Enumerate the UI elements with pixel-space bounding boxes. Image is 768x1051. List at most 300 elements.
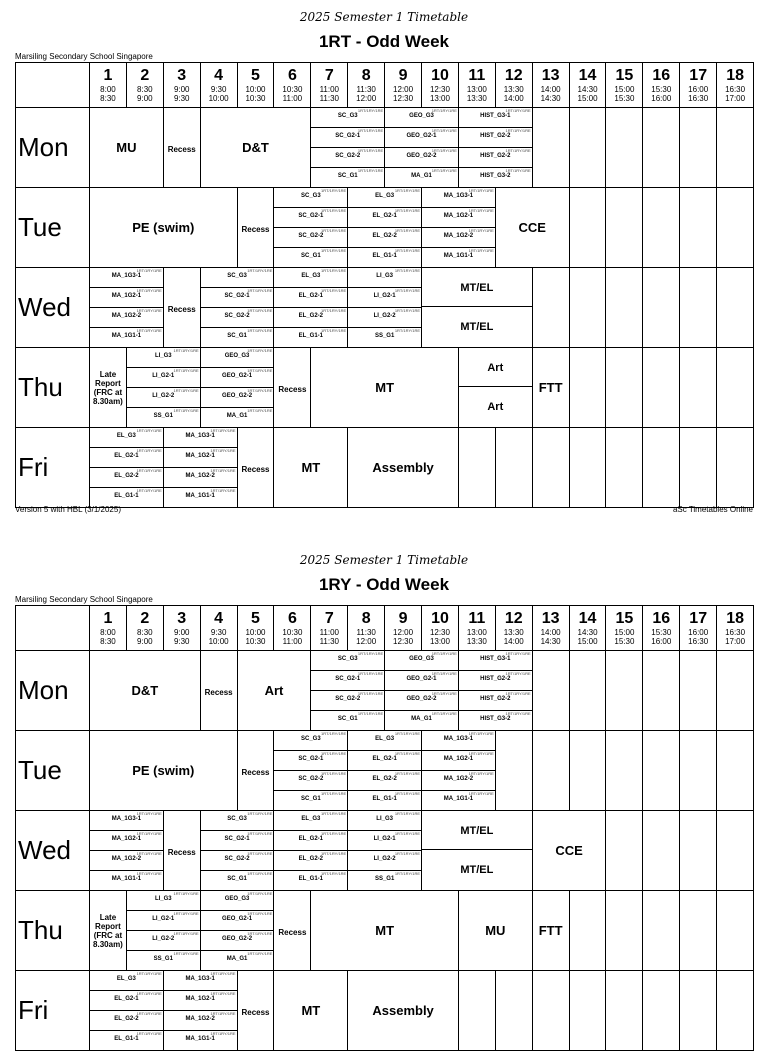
subject-code: MA_1G2-2: [185, 473, 215, 479]
lesson-block[interactable]: [90, 1011, 163, 1031]
period-end: 10:00: [208, 94, 229, 103]
lesson-block[interactable]: [90, 428, 163, 448]
lesson-block[interactable]: [90, 268, 163, 288]
split-lesson[interactable]: [274, 268, 348, 348]
split-lesson[interactable]: [274, 188, 348, 268]
lesson-block[interactable]: [274, 831, 347, 851]
class-code: 1RT/1RY/1RE: [210, 1011, 236, 1016]
lesson-block[interactable]: [348, 248, 421, 267]
period-end: 9:30: [173, 94, 190, 103]
period-end: 11:00: [282, 637, 303, 646]
lesson-block[interactable]: [459, 671, 532, 691]
lesson-block[interactable]: [90, 468, 163, 488]
period-end: 15:30: [614, 637, 635, 646]
day-label: Fri: [16, 428, 90, 508]
subject-code: LI_G3: [154, 353, 172, 359]
cce-lesson[interactable]: [532, 811, 606, 891]
period-header: [163, 606, 200, 651]
subject-code: EL_G2-2: [114, 1016, 139, 1022]
lesson-block[interactable]: [90, 1031, 163, 1050]
lesson-block[interactable]: [348, 328, 421, 347]
period-header: [680, 606, 717, 651]
text: Recess: [167, 144, 196, 154]
lesson-block[interactable]: [201, 951, 274, 970]
lesson-block[interactable]: [348, 288, 421, 308]
lesson-block[interactable]: [422, 771, 495, 791]
lesson-block[interactable]: [164, 488, 237, 507]
mt-lesson[interactable]: [311, 891, 459, 971]
late-report: [90, 348, 127, 428]
subject-code: LI_G3: [376, 273, 393, 279]
lesson-block[interactable]: [274, 208, 347, 228]
class-code: 1RT/1RY/1RE: [247, 408, 273, 413]
class-code: 1RT/1RY/1RE: [136, 488, 162, 493]
music-lesson[interactable]: [458, 891, 532, 971]
period-start: 10:30: [282, 628, 303, 637]
lesson-block[interactable]: [348, 771, 421, 791]
subject-code: GEO_G3: [409, 113, 434, 119]
lesson-block[interactable]: [90, 811, 163, 831]
period-start: 8:30: [137, 85, 153, 94]
text: Recess: [278, 384, 307, 394]
lesson-block[interactable]: [274, 751, 347, 771]
lesson-block[interactable]: [274, 791, 347, 810]
subject-code: MA_1G2-2: [111, 313, 142, 319]
lesson-block[interactable]: [459, 711, 532, 730]
class-code: 1RT/1RY/1RE: [321, 851, 347, 856]
text: (FRC at: [93, 387, 123, 397]
split-lesson[interactable]: [458, 651, 532, 731]
period-start: 8:00: [100, 85, 116, 94]
lesson-block[interactable]: [90, 971, 163, 991]
split-lesson[interactable]: [274, 731, 348, 811]
period-header: [200, 606, 237, 651]
subject-code: MA_1G1-1: [443, 253, 474, 259]
empty-slot: [606, 348, 643, 428]
class-code: 1RT/1RY/1RE: [173, 368, 199, 373]
lesson-block[interactable]: [201, 871, 274, 890]
lesson-block[interactable]: [348, 871, 421, 890]
split-lesson[interactable]: [200, 811, 274, 891]
lesson-block[interactable]: [385, 148, 458, 168]
subject-code: SC_G1: [301, 253, 321, 259]
lesson-block[interactable]: [459, 691, 532, 711]
lesson-block[interactable]: [459, 148, 532, 168]
subject-code: LI_G2-1: [152, 373, 175, 379]
class-code: 1RT/1RY/1RE: [136, 871, 162, 876]
text: Assembly: [372, 459, 434, 475]
subject-code: MA_G1: [411, 716, 432, 722]
lesson-block[interactable]: [127, 911, 200, 931]
lesson-block[interactable]: [274, 871, 347, 890]
lesson-block[interactable]: [164, 1031, 237, 1050]
empty-slot: [680, 188, 717, 268]
recess-slot: [237, 731, 274, 811]
lesson-block[interactable]: [348, 811, 421, 831]
art-lesson[interactable]: [237, 651, 311, 731]
period-end: 13:00: [429, 637, 450, 646]
split-lesson[interactable]: [348, 811, 422, 891]
text: Recess: [204, 687, 233, 697]
class-code: 1RT/1RY/1RE: [247, 951, 273, 956]
footer-version: Version 5 with HBL (3/1/2025): [15, 505, 121, 514]
dt-lesson[interactable]: [90, 651, 201, 731]
lesson-block[interactable]: [422, 751, 495, 771]
subject-code: GEO_G2-2: [222, 393, 253, 399]
split-lesson[interactable]: [274, 811, 348, 891]
split-lesson[interactable]: [311, 108, 385, 188]
lesson-block[interactable]: [274, 308, 347, 328]
subject-code: EL_G2-1: [372, 756, 397, 762]
lesson-block[interactable]: [201, 811, 274, 831]
period-start: 12:30: [429, 85, 450, 94]
assembly-slot[interactable]: [348, 971, 459, 1051]
class-code: 1RT/1RY/1RE: [394, 228, 421, 233]
lesson-block[interactable]: [459, 168, 532, 187]
period-header: [90, 63, 127, 108]
period-number: 9: [398, 610, 408, 627]
subject-code: MA_1G3-1: [443, 193, 474, 199]
period-start: 12:00: [393, 85, 414, 94]
text: Report: [95, 921, 121, 931]
period-header: [606, 606, 643, 651]
lesson-block[interactable]: [311, 671, 384, 691]
empty-slot: [569, 348, 606, 428]
lesson-block[interactable]: [164, 991, 237, 1011]
split-lesson[interactable]: [200, 891, 274, 971]
class-code: 1RT/1RY/1RE: [505, 691, 531, 696]
mt-lesson[interactable]: [311, 348, 459, 428]
subject-code: MA_1G3-1: [185, 976, 215, 982]
subject-code: EL_G3: [116, 433, 136, 439]
split-lesson[interactable]: [163, 971, 237, 1051]
day-label: Tue: [16, 731, 90, 811]
lesson-block[interactable]: [385, 168, 458, 187]
lesson-block[interactable]: [348, 208, 421, 228]
lesson-block[interactable]: [127, 388, 200, 408]
class-code: 1RT/1RY/1RE: [173, 388, 199, 393]
day-label: Wed: [16, 268, 90, 348]
lesson-block[interactable]: [201, 348, 274, 368]
pe-lesson[interactable]: [90, 731, 238, 811]
lesson-block[interactable]: [348, 188, 421, 208]
day-label: Fri: [16, 971, 90, 1051]
day-label: Mon: [16, 108, 90, 188]
lesson-block[interactable]: [311, 168, 384, 187]
split-lesson[interactable]: [126, 891, 200, 971]
lesson-block[interactable]: [459, 651, 532, 671]
lesson-block[interactable]: [385, 711, 458, 730]
period-header: [274, 63, 311, 108]
corner-cell: [16, 606, 90, 651]
split-lesson[interactable]: [90, 971, 164, 1051]
lesson-block[interactable]: [201, 368, 274, 388]
lesson-block[interactable]: [422, 731, 495, 751]
lesson-block[interactable]: [385, 128, 458, 148]
lesson-block[interactable]: [422, 248, 495, 267]
split-lesson[interactable]: [90, 268, 164, 348]
lesson-block[interactable]: [127, 368, 200, 388]
lesson-block[interactable]: [90, 871, 163, 890]
class-code: 1RT/1RY/1RE: [394, 328, 421, 333]
lesson-block[interactable]: [422, 791, 495, 810]
lesson-block[interactable]: [201, 851, 274, 871]
lesson-block[interactable]: [422, 228, 495, 248]
class-code: 1RT/1RY/1RE: [357, 711, 384, 716]
lesson-block[interactable]: [90, 831, 163, 851]
class-code: 1RT/1RY/1RE: [431, 148, 457, 153]
lesson-block[interactable]: [164, 971, 237, 991]
class-code: 1RT/1RY/1RE: [247, 871, 273, 876]
split-lesson[interactable]: [422, 731, 496, 811]
subject-code: GEO_G3: [224, 896, 250, 902]
lesson-block[interactable]: [348, 268, 421, 288]
text: MT: [301, 459, 321, 475]
period-header: [311, 63, 348, 108]
period-start: 11:00: [319, 628, 339, 637]
subject-code: EL_G2-1: [114, 453, 139, 459]
lesson-block[interactable]: [127, 408, 200, 427]
lesson-block[interactable]: [274, 771, 347, 791]
lesson-block[interactable]: [348, 851, 421, 871]
subject-code: EL_G1-1: [114, 493, 139, 499]
school-name: Marsiling Secondary School Singapore: [15, 595, 153, 604]
lesson-block[interactable]: [274, 731, 347, 751]
subject-code: MA_1G2-2: [443, 776, 474, 782]
subject-code: SC_G2-1: [335, 133, 361, 139]
period-end: 14:30: [540, 94, 561, 103]
period-start: 13:00: [466, 628, 487, 637]
class-code: 1RT/1RY/1RE: [136, 1011, 162, 1016]
empty-slot: [606, 731, 643, 811]
lesson-block[interactable]: [348, 831, 421, 851]
lesson-block[interactable]: [348, 731, 421, 751]
lesson-block[interactable]: [127, 891, 200, 911]
period-number: 8: [361, 67, 371, 84]
lesson-block[interactable]: [385, 108, 458, 128]
assembly-slot[interactable]: [348, 428, 459, 508]
period-number: 11: [468, 610, 486, 627]
period-number: 15: [615, 67, 634, 84]
split-lesson[interactable]: [200, 268, 274, 348]
lesson-block[interactable]: [127, 951, 200, 970]
lesson-block[interactable]: [274, 248, 347, 267]
lesson-block[interactable]: [201, 408, 274, 427]
period-end: 17:00: [725, 94, 746, 103]
lesson-block[interactable]: [164, 468, 237, 488]
period-start: 14:30: [577, 85, 598, 94]
period-header: [348, 606, 385, 651]
split-lesson[interactable]: [90, 811, 164, 891]
lesson-block[interactable]: [274, 328, 347, 347]
empty-slot: [717, 651, 754, 731]
mtel-lesson[interactable]: [422, 811, 533, 891]
text: Report: [95, 378, 121, 388]
lesson-block[interactable]: [274, 228, 347, 248]
lesson-block[interactable]: [311, 711, 384, 730]
lesson-block[interactable]: [385, 671, 458, 691]
ftt-lesson[interactable]: [532, 348, 569, 428]
lesson-block[interactable]: [201, 308, 274, 328]
lesson-block[interactable]: [274, 811, 347, 831]
lesson-block[interactable]: [201, 388, 274, 408]
class-code: 1RT/1RY/1RE: [247, 348, 273, 353]
empty-slot: [495, 971, 532, 1051]
class-code: 1RT/1RY/1RE: [394, 188, 421, 193]
period-end: 16:30: [688, 94, 709, 103]
subject-code: HIST_G2-2: [480, 696, 511, 702]
lesson-block[interactable]: [201, 831, 274, 851]
lesson-block[interactable]: [311, 691, 384, 711]
split-lesson[interactable]: [126, 348, 200, 428]
subject-code: SC_G1: [337, 716, 358, 722]
lesson-block[interactable]: [274, 851, 347, 871]
period-start: 10:30: [282, 85, 303, 94]
period-end: 17:00: [725, 637, 746, 646]
lesson-block[interactable]: [385, 651, 458, 671]
lesson-block[interactable]: [274, 288, 347, 308]
subject-code: GEO_G2-2: [406, 153, 437, 159]
class-code: 1RT/1RY/1RE: [431, 651, 457, 656]
period-end: 8:30: [100, 637, 116, 646]
lesson-block[interactable]: [348, 308, 421, 328]
day-label: Tue: [16, 188, 90, 268]
class-code: 1RT/1RY/1RE: [394, 208, 421, 213]
timetable-grid: [15, 605, 754, 1051]
split-lesson[interactable]: [90, 428, 164, 508]
mt-lesson[interactable]: [274, 428, 348, 508]
empty-slot: [717, 811, 754, 891]
period-header: [569, 63, 606, 108]
class-code: 1RT/1RY/1RE: [321, 308, 347, 313]
lesson-block[interactable]: [274, 188, 347, 208]
split-lesson[interactable]: [348, 731, 422, 811]
cce-lesson[interactable]: [495, 188, 569, 268]
empty-slot: [458, 428, 495, 508]
lesson-block[interactable]: [90, 288, 163, 308]
class-code: 1RT/1RY/1RE: [394, 871, 421, 876]
class-code: 1RT/1RY/1RE: [247, 288, 273, 293]
timetable-grid: [15, 62, 754, 508]
recess-slot: [237, 971, 274, 1051]
lesson-block[interactable]: [164, 448, 237, 468]
subject-code: LI_G2-2: [373, 313, 396, 319]
class-code: 1RT/1RY/1RE: [505, 168, 531, 173]
split-lesson[interactable]: [385, 651, 459, 731]
class-code: 1RT/1RY/1RE: [468, 188, 494, 193]
lesson-block[interactable]: [311, 148, 384, 168]
music-lesson[interactable]: [90, 108, 164, 188]
lesson-block[interactable]: [90, 328, 163, 347]
recess-slot: [274, 891, 311, 971]
empty-slot: [606, 108, 643, 188]
split-lesson[interactable]: [422, 188, 496, 268]
split-lesson[interactable]: [348, 188, 422, 268]
class-code: 1RT/1RY/1RE: [210, 971, 236, 976]
subject-code: GEO_G2-1: [406, 676, 437, 682]
period-number: 5: [251, 610, 260, 627]
period-number: 16: [652, 67, 671, 84]
split-lesson[interactable]: [458, 108, 532, 188]
subject-code: MA_1G1-1: [185, 493, 215, 499]
period-start: 9:00: [173, 628, 190, 637]
subject-code: EL_G3: [301, 273, 321, 279]
lesson-block[interactable]: [422, 208, 495, 228]
empty-slot: [495, 731, 532, 811]
split-lesson[interactable]: [348, 268, 422, 348]
pe-lesson[interactable]: [90, 188, 238, 268]
split-lesson[interactable]: [163, 428, 237, 508]
lesson-block[interactable]: [201, 328, 274, 347]
subject-code: SC_G3: [227, 273, 247, 279]
period-header: [643, 63, 680, 108]
lesson-block[interactable]: [385, 691, 458, 711]
split-lesson[interactable]: [385, 108, 459, 188]
empty-slot: [569, 108, 606, 188]
split-lesson[interactable]: [311, 651, 385, 731]
empty-slot: [606, 268, 643, 348]
art-lesson[interactable]: [458, 348, 532, 428]
lesson-block[interactable]: [422, 188, 495, 208]
text: Late: [99, 912, 117, 922]
lesson-block[interactable]: [127, 931, 200, 951]
empty-slot: [606, 188, 643, 268]
class-code: 1RT/1RY/1RE: [505, 148, 531, 153]
period-number: 2: [140, 67, 150, 84]
period-start: 13:30: [503, 628, 524, 637]
mtel-lesson[interactable]: [422, 268, 533, 348]
lesson-block[interactable]: [311, 108, 384, 128]
ftt-lesson[interactable]: [532, 891, 569, 971]
class-code: 1RT/1RY/1RE: [136, 428, 162, 433]
class-code: 1RT/1RY/1RE: [431, 168, 457, 173]
lesson-block[interactable]: [459, 128, 532, 148]
lesson-block[interactable]: [201, 288, 274, 308]
lesson-block[interactable]: [459, 108, 532, 128]
lesson-block[interactable]: [164, 428, 237, 448]
lesson-block[interactable]: [127, 348, 200, 368]
lesson-block[interactable]: [311, 128, 384, 148]
lesson-block[interactable]: [90, 448, 163, 468]
empty-slot: [680, 651, 717, 731]
lesson-block[interactable]: [348, 228, 421, 248]
class-code: 1RT/1RY/1RE: [247, 308, 273, 313]
lesson-block[interactable]: [164, 1011, 237, 1031]
empty-slot: [569, 428, 606, 508]
lesson-block[interactable]: [348, 751, 421, 771]
lesson-block[interactable]: [201, 268, 274, 288]
lesson-block[interactable]: [348, 791, 421, 810]
lesson-block[interactable]: [201, 931, 274, 951]
lesson-block[interactable]: [90, 308, 163, 328]
class-code: 1RT/1RY/1RE: [247, 388, 273, 393]
subject-code: GEO_G2-1: [222, 916, 253, 922]
lesson-block[interactable]: [311, 651, 384, 671]
period-header: [348, 63, 385, 108]
split-lesson[interactable]: [200, 348, 274, 428]
lesson-block[interactable]: [90, 991, 163, 1011]
lesson-block[interactable]: [201, 891, 274, 911]
dt-lesson[interactable]: [200, 108, 311, 188]
empty-slot: [532, 108, 569, 188]
lesson-block[interactable]: [90, 851, 163, 871]
lesson-block[interactable]: [201, 911, 274, 931]
class-code: 1RT/1RY/1RE: [394, 731, 421, 736]
mt-lesson[interactable]: [274, 971, 348, 1051]
lesson-block[interactable]: [274, 268, 347, 288]
subject-code: SC_G2-1: [298, 213, 324, 219]
subject-code: SC_G3: [337, 113, 358, 119]
